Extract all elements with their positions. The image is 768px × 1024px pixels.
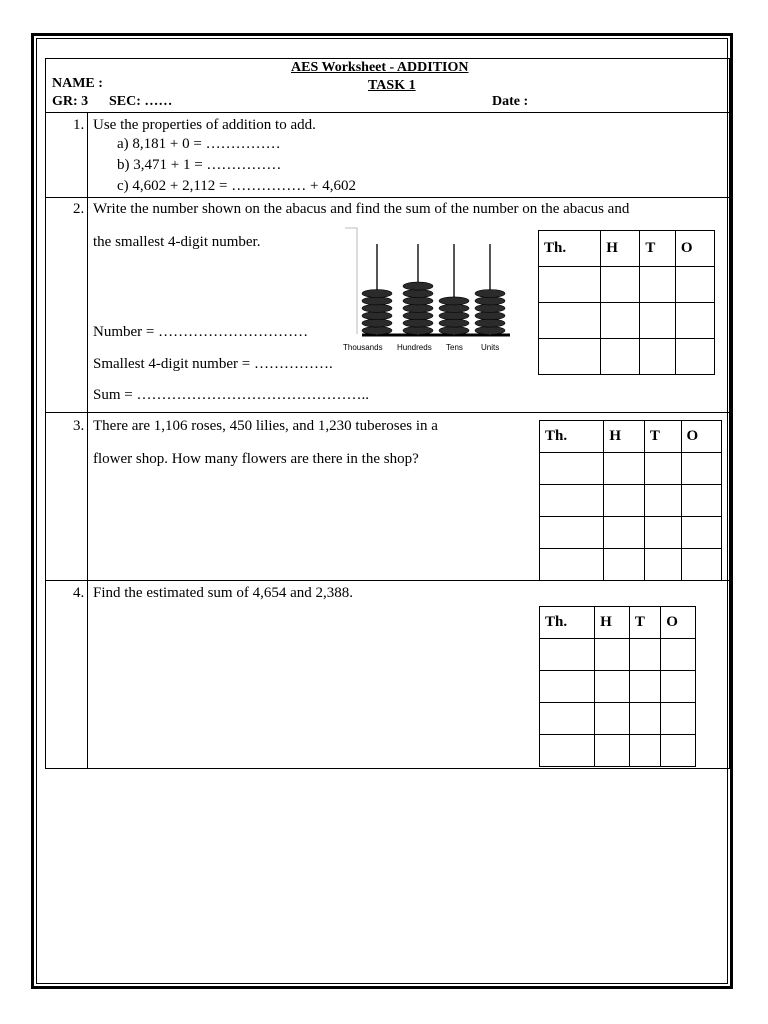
grid-cell[interactable] [644,549,681,581]
q1-item-a: a) 8,181 + 0 = …………… [117,136,281,152]
date-label: Date : [492,94,529,109]
grid-cell[interactable] [681,549,721,581]
grid-cell[interactable] [644,453,681,485]
grade-label: GR: 3 [52,94,89,109]
grid-cell[interactable] [681,517,721,549]
worksheet-title: AES Worksheet - ADDITION [291,60,469,75]
q4-text: Find the estimated sum of 4,654 and 2,388. [93,585,353,601]
abacus-label-thousands: Thousands [343,343,383,352]
grid-header-ones: O [681,421,721,453]
grid-cell[interactable] [540,671,595,703]
grid-cell[interactable] [661,735,696,767]
abacus-bead-tens [439,327,469,335]
abacus-bead-units [475,297,505,305]
q2-place-value-grid [538,230,715,375]
q1-item-c: c) 4,602 + 2,112 = …………… + 4,602 [117,178,356,194]
grid-cell[interactable] [681,453,721,485]
q2-text-line2: the smallest 4-digit number. [93,234,261,250]
grid-cell[interactable] [640,303,675,339]
name-label: NAME : [52,76,103,91]
grid-cell[interactable] [539,303,601,339]
abacus-bead-hundreds [403,282,433,290]
grid-cell[interactable] [540,517,604,549]
grid-cell[interactable] [675,339,714,375]
section-label: SEC: …… [109,94,173,109]
q1-text: Use the properties of addition to add. [93,117,316,133]
grid-header-thousands: Th. [540,421,604,453]
q4-place-value-grid [539,606,696,767]
grid-header-tens: T [640,231,675,267]
grid-cell[interactable] [604,549,644,581]
abacus-bead-hundreds [403,304,433,312]
grid-cell[interactable] [595,671,630,703]
grid-cell[interactable] [661,703,696,735]
abacus-bead-hundreds [403,312,433,320]
grid-cell[interactable] [601,267,640,303]
abacus-label-units: Units [481,343,500,352]
q3-text-line2: flower shop. How many flowers are there in the shop? [93,451,419,467]
grid-cell[interactable] [595,735,630,767]
grid-cell[interactable] [540,735,595,767]
row2-bottom-border [45,412,730,413]
abacus-label-hundreds: Hundreds [397,343,432,352]
grid-cell[interactable] [595,703,630,735]
abacus-bead-thousands [362,327,392,335]
grid-cell[interactable] [640,267,675,303]
grid-header-tens: T [629,607,660,639]
task-label: TASK 1 [368,78,416,93]
abacus-image [340,226,515,356]
abacus-label-tens: Tens [446,343,463,352]
grid-cell[interactable] [539,339,601,375]
grid-cell[interactable] [540,453,604,485]
table-right-border [729,58,730,769]
abacus-bead-hundreds [403,327,433,335]
abacus-bead-hundreds [403,297,433,305]
grid-header-hundreds: H [604,421,644,453]
table-bottom-border [45,768,730,769]
table-left-border [45,58,46,769]
abacus-bead-units [475,304,505,312]
abacus-bead-tens [439,304,469,312]
grid-header-hundreds: H [595,607,630,639]
q3-number: 3. [73,418,85,434]
grid-cell[interactable] [644,517,681,549]
grid-cell[interactable] [539,267,601,303]
grid-header-hundreds: H [601,231,640,267]
header-bottom-border [45,112,730,113]
grid-cell[interactable] [675,267,714,303]
abacus-bead-units [475,327,505,335]
grid-cell[interactable] [604,453,644,485]
grid-cell[interactable] [601,303,640,339]
q1-item-b: b) 3,471 + 1 = …………… [117,157,282,173]
grid-cell[interactable] [629,735,660,767]
grid-cell[interactable] [604,517,644,549]
abacus-bead-tens [439,319,469,327]
grid-cell[interactable] [601,339,640,375]
abacus-bead-hundreds [403,290,433,298]
abacus-bead-units [475,312,505,320]
abacus-bead-thousands [362,290,392,298]
table-top-border [45,58,730,59]
abacus-bead-thousands [362,297,392,305]
grid-cell[interactable] [661,671,696,703]
grid-header-thousands: Th. [539,231,601,267]
grid-cell[interactable] [681,485,721,517]
grid-cell[interactable] [595,639,630,671]
grid-cell[interactable] [604,485,644,517]
grid-header-thousands: Th. [540,607,595,639]
q2-number: 2. [73,201,85,217]
grid-header-tens: T [644,421,681,453]
number-column-divider [87,112,88,769]
abacus-bead-hundreds [403,319,433,327]
grid-cell[interactable] [629,639,660,671]
grid-header-ones: O [661,607,696,639]
abacus-bead-units [475,290,505,298]
grid-cell[interactable] [540,703,595,735]
q3-text-line1: There are 1,106 roses, 450 lilies, and 1,230 tuberoses in a [93,418,438,434]
grid-cell[interactable] [640,339,675,375]
abacus-bead-tens [439,297,469,305]
grid-cell[interactable] [629,671,660,703]
abacus-bead-thousands [362,319,392,327]
q1-number: 1. [73,117,85,133]
row1-bottom-border [45,197,730,198]
grid-cell[interactable] [675,303,714,339]
q4-number: 4. [73,585,85,601]
grid-cell[interactable] [540,485,604,517]
grid-cell[interactable] [540,549,604,581]
grid-cell[interactable] [540,639,595,671]
abacus-bead-units [475,319,505,327]
q3-place-value-grid [539,420,722,581]
abacus-bead-thousands [362,304,392,312]
abacus-bead-thousands [362,312,392,320]
q2-text-line1: Write the number shown on the abacus and find the sum of the number on the abacus and [93,201,630,217]
grid-cell[interactable] [629,703,660,735]
abacus-bead-tens [439,312,469,320]
grid-cell[interactable] [644,485,681,517]
q2-smallest-line: Smallest 4-digit number = ……………. [93,356,333,372]
q2-number-line: Number = ………………………… [93,324,309,340]
grid-cell[interactable] [661,639,696,671]
grid-header-ones: O [675,231,714,267]
q2-sum-line: Sum = ……………………………………….. [93,387,369,403]
